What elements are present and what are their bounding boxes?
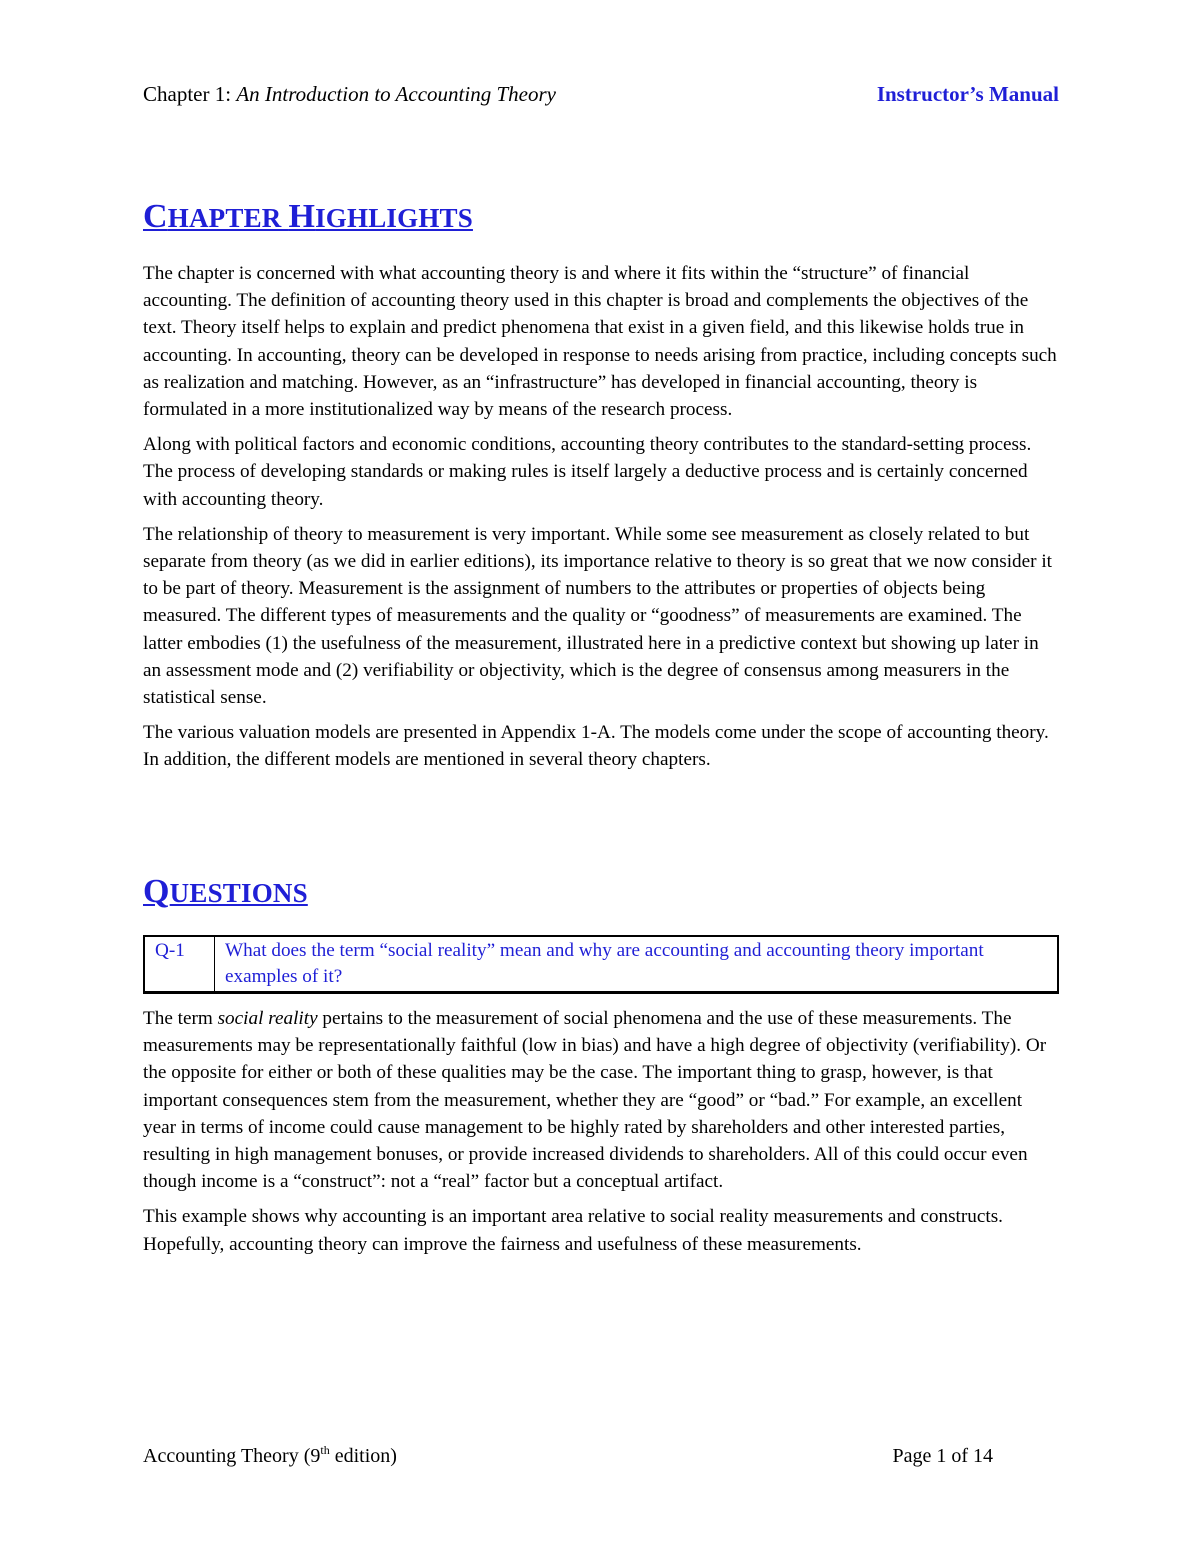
emphasis-term: social reality (217, 1008, 318, 1029)
chapter-label: Chapter 1: An Introduction to Accounting Theory (143, 82, 556, 106)
chapter-title: An Introduction to Accounting Theory (236, 82, 556, 106)
chapter-highlights-heading: CHAPTER HIGHLIGHTS (143, 198, 473, 235)
paragraph: The relationship of theory to measurement is very important. While some see measurement as closely related to but separate from theory (as we did in earlier editions), its importance relative to theory is so great that we now consider it to be part of theory. Measurement is the assignment of numbers to the attributes or properties of objects being measured. The different types of measurements and the quality or “goodness” of measurements are examined. The latter embodies (1) the usefulness of the measurement, illustrated here in a predictive context but showing up later in an assessment mode and (2) verifiability or objectivity, which is the degree of consensus among measurers in the statistical sense. (143, 523, 1052, 709)
page-number: Page 1 of 14 (892, 1445, 993, 1467)
paragraph: This example shows why accounting is an important area relative to social reality measurements and constructs. Hopefully, accounting theory can improve the fairness and usefulness of these measurements. (143, 1206, 1003, 1255)
paragraph: The chapter is concerned with what accounting theory is and where it fits within the “structure” of financial accounting. The definition of accounting theory used in this chapter is broad and complements the objectives of the text. Theory itself helps to explain and predict phenomena that exist in a given field, and this likewise holds true in accounting. In accounting, theory can be developed in response to needs arising from practice, including concepts such as realization and matching. However, as an “infrastructure” has developed in financial accounting, theory is formulated in a more institutionalized way by means of the research process. (143, 263, 1057, 421)
question-divider (214, 937, 215, 991)
manual-label: Instructor’s Manual (876, 82, 1059, 106)
page-header (143, 82, 1059, 112)
paragraph: The term social reality pertains to the measurement of social phenomena and the use of these measurements. The measurements may be representationally faithful (low in bias) and have a high degree of objectivity (verifiability). Or the opposite for either or both of these qualities may be the case. The important thing to grasp, however, is that important consequences stem from the measurement, whether they are “good” or “bad.” For example, an excellent year in terms of income could cause management to be highly rated by shareholders and other interested parties, resulting in high management bonuses, or provide increased dividends to shareholders. All of this could occur even though income is a “construct”: not a “real” factor but a conceptual artifact. (143, 1008, 1047, 1193)
question-text: What does the term “social reality” mean and why are accounting and accounting theory important examples of it? (225, 940, 984, 987)
paragraph: The various valuation models are presented in Appendix 1-A. The models come under the scope of accounting theory. In addition, the different models are mentioned in several theory chapters. (143, 722, 1049, 771)
question-box (143, 935, 1059, 994)
paragraph: Along with political factors and economic conditions, accounting theory contributes to the standard-setting process. The process of developing standards or making rules is itself largely a deductive process and is certainly concerned with accounting theory. (143, 434, 1032, 510)
questions-heading: QUESTIONS (143, 873, 308, 910)
highlights-body (143, 260, 1059, 782)
question-id: Q-1 (155, 940, 185, 961)
book-edition: Accounting Theory (9th edition) (143, 1443, 397, 1467)
answer-body (143, 1005, 1059, 1266)
